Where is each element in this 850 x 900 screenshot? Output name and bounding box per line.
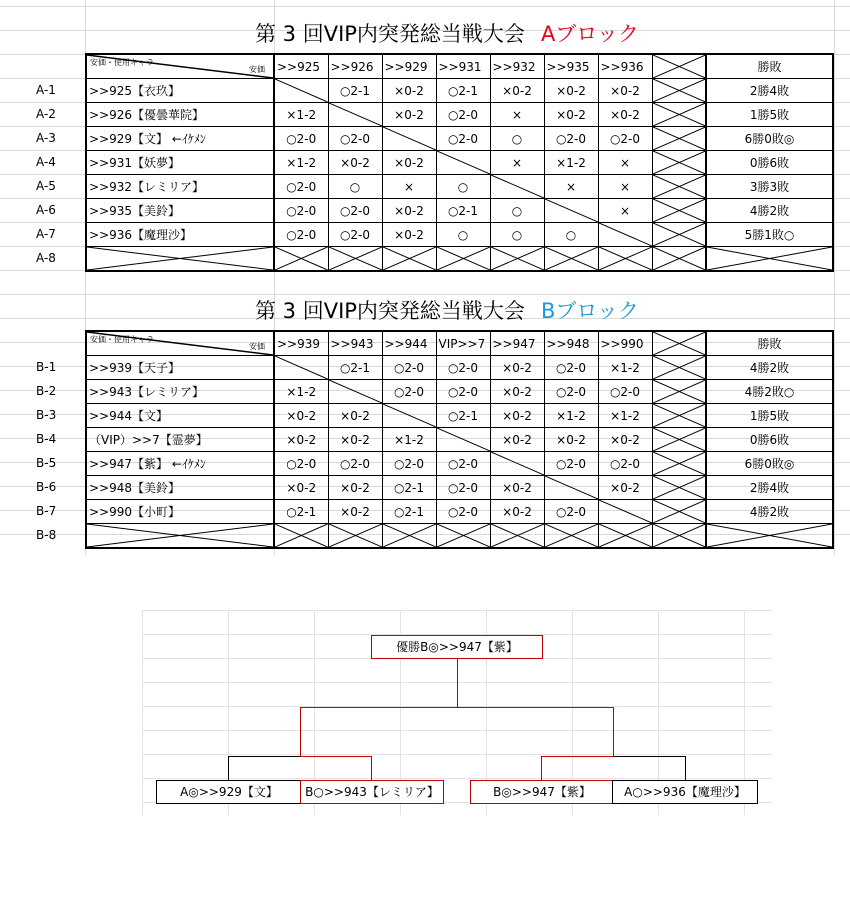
self-match-diagonal <box>599 500 652 523</box>
crossed-cell <box>652 380 706 404</box>
block-b-title <box>255 295 775 325</box>
column-header: >>947 <box>490 331 544 356</box>
table-row <box>86 476 833 500</box>
match-result-cell: ○2-0 <box>328 223 382 247</box>
row-label: B-5 <box>36 456 57 470</box>
tournament-bracket <box>142 610 772 815</box>
table-row <box>86 151 833 175</box>
row-label: A-1 <box>36 83 56 97</box>
cross-mark <box>653 500 706 523</box>
cross-mark <box>653 247 706 270</box>
column-header: >>948 <box>544 331 598 356</box>
self-match-cell <box>328 380 382 404</box>
result-header: 勝敗 <box>706 331 833 356</box>
match-result-cell: ×0-2 <box>274 428 328 452</box>
win-loss-cell: 2勝4敗 <box>706 79 833 103</box>
block-b-title-block: Bブロック <box>540 299 639 323</box>
match-result-cell: ○2-0 <box>436 476 490 500</box>
match-result-cell: ×0-2 <box>382 151 436 175</box>
row-label: B-3 <box>36 408 57 422</box>
self-match-diagonal <box>383 127 436 150</box>
cross-mark <box>653 223 706 246</box>
self-match-diagonal <box>329 103 382 126</box>
semifinal-1-b-box: B○>>943【レミリア】 <box>300 780 444 804</box>
cross-mark <box>653 332 706 355</box>
match-result-cell: ×0-2 <box>544 103 598 127</box>
table-row <box>86 127 833 151</box>
self-match-diagonal <box>545 476 598 499</box>
table-row <box>86 79 833 103</box>
match-result-cell: ×1-2 <box>598 404 652 428</box>
corner-header-cell <box>86 331 274 356</box>
self-match-cell <box>490 452 544 476</box>
player-name-cell: >>925【衣玖】 <box>86 79 274 103</box>
column-header: >>935 <box>544 54 598 79</box>
match-result-cell: ×0-2 <box>598 428 652 452</box>
match-result-cell: ○2-0 <box>328 199 382 223</box>
table-row <box>86 103 833 127</box>
block-b-title-main: 第 3 回VIP内突発総当戦大会 <box>255 299 525 323</box>
win-loss-cell: 5勝1敗○ <box>706 223 833 247</box>
match-result-cell: ×0-2 <box>490 500 544 524</box>
win-loss-cell: 4勝2敗 <box>706 199 833 223</box>
empty-crossed-cell <box>328 524 382 549</box>
empty-crossed-cell <box>436 247 490 272</box>
win-loss-cell: 3勝3敗 <box>706 175 833 199</box>
cross-mark <box>329 524 382 547</box>
empty-crossed-cell <box>274 247 328 272</box>
self-match-diagonal <box>383 404 436 427</box>
corner-header-cell <box>86 54 274 79</box>
match-result-cell: ○2-0 <box>598 380 652 404</box>
crossed-cell <box>652 103 706 127</box>
cross-mark <box>653 356 706 379</box>
match-result-cell: ×1-2 <box>544 151 598 175</box>
column-header: >>929 <box>382 54 436 79</box>
table-row <box>86 175 833 199</box>
result-header: 勝敗 <box>706 54 833 79</box>
cross-mark <box>329 247 382 270</box>
cross-mark <box>87 247 273 270</box>
corner-label-left: 安価・使用キャラ <box>90 335 154 344</box>
row-label: A-3 <box>36 131 56 145</box>
player-name-cell: （VIP）>>7【霊夢】 <box>86 428 274 452</box>
table-row <box>86 380 833 404</box>
crossed-cell <box>652 356 706 380</box>
corner-label-left: 安価・使用キャラ <box>90 58 154 67</box>
semifinal-2-b-box: A○>>936【魔理沙】 <box>612 780 758 804</box>
win-loss-cell <box>706 524 833 549</box>
win-loss-cell: 0勝6敗 <box>706 151 833 175</box>
self-match-cell <box>382 127 436 151</box>
match-result-cell: ○2-1 <box>328 356 382 380</box>
player-name-cell: >>935【美鈴】 <box>86 199 274 223</box>
match-result-cell: ○2-0 <box>328 127 382 151</box>
table-row <box>86 223 833 247</box>
crossed-cell <box>652 247 706 272</box>
win-loss-cell: 4勝2敗 <box>706 356 833 380</box>
column-header: >>931 <box>436 54 490 79</box>
cross-mark <box>653 380 706 403</box>
self-match-diagonal <box>275 79 328 102</box>
column-header: >>944 <box>382 331 436 356</box>
match-result-cell: ×1-2 <box>598 356 652 380</box>
column-header: >>939 <box>274 331 328 356</box>
block-a-table <box>85 53 834 272</box>
match-result-cell: ○ <box>436 223 490 247</box>
match-result-cell: ○2-0 <box>544 500 598 524</box>
cross-mark <box>545 247 598 270</box>
header-row <box>86 331 833 356</box>
match-result-cell: ○2-1 <box>436 79 490 103</box>
row-label: A-5 <box>36 179 56 193</box>
block-a-row-labels <box>36 78 56 270</box>
player-name-cell: >>926【優曇華院】 <box>86 103 274 127</box>
cross-mark <box>491 524 544 547</box>
crossed-cell <box>652 127 706 151</box>
win-loss-cell: 6勝0敗◎ <box>706 452 833 476</box>
crossed-cell <box>652 199 706 223</box>
match-result-cell: ○2-0 <box>544 380 598 404</box>
column-header: >>990 <box>598 331 652 356</box>
match-result-cell: ○2-1 <box>382 500 436 524</box>
match-result-cell: ×0-2 <box>490 380 544 404</box>
empty-crossed-cell <box>490 524 544 549</box>
player-name-cell: >>932【レミリア】 <box>86 175 274 199</box>
column-header: >>936 <box>598 54 652 79</box>
block-a-title <box>255 18 775 48</box>
cross-mark <box>87 524 273 547</box>
match-result-cell: ×0-2 <box>328 151 382 175</box>
match-result-cell: ×0-2 <box>544 79 598 103</box>
self-match-diagonal <box>545 199 598 222</box>
match-result-cell: ○2-0 <box>328 452 382 476</box>
match-result-cell: ×0-2 <box>544 428 598 452</box>
match-result-cell: ○ <box>490 199 544 223</box>
match-result-cell: ○2-0 <box>274 452 328 476</box>
crossed-cell <box>652 524 706 549</box>
table-row <box>86 500 833 524</box>
win-loss-cell <box>706 247 833 272</box>
crossed-cell <box>652 151 706 175</box>
crossed-cell <box>652 500 706 524</box>
empty-crossed-cell <box>598 524 652 549</box>
cross-mark <box>653 103 706 126</box>
table-row <box>86 452 833 476</box>
cross-mark <box>653 524 706 547</box>
crossed-header-cell <box>652 54 706 79</box>
table-row <box>86 524 833 549</box>
match-result-cell: ×0-2 <box>274 476 328 500</box>
cross-mark <box>707 524 832 547</box>
player-name-cell: >>931【妖夢】 <box>86 151 274 175</box>
self-match-cell <box>328 103 382 127</box>
table-row <box>86 247 833 272</box>
crossed-cell <box>652 79 706 103</box>
column-header: >>926 <box>328 54 382 79</box>
player-name-cell: >>936【魔理沙】 <box>86 223 274 247</box>
match-result-cell: ○2-0 <box>598 452 652 476</box>
cross-mark <box>383 524 436 547</box>
match-result-cell: ○2-0 <box>436 356 490 380</box>
self-match-cell <box>598 223 652 247</box>
match-result-cell: ○ <box>328 175 382 199</box>
match-result-cell: ○2-0 <box>436 380 490 404</box>
cross-mark <box>653 151 706 174</box>
match-result-cell: ○2-1 <box>274 500 328 524</box>
table-row <box>86 404 833 428</box>
row-label: A-7 <box>36 227 56 241</box>
cross-mark <box>653 476 706 499</box>
match-result-cell: ○2-0 <box>544 356 598 380</box>
cross-mark <box>653 404 706 427</box>
match-result-cell: ○ <box>490 127 544 151</box>
match-result-cell: ×1-2 <box>544 404 598 428</box>
cross-mark <box>653 175 706 198</box>
player-name-cell: >>943【レミリア】 <box>86 380 274 404</box>
corner-label-right: 安価 <box>249 342 265 351</box>
match-result-cell: ○2-0 <box>274 199 328 223</box>
match-result-cell: ×0-2 <box>274 404 328 428</box>
match-result-cell: ○2-0 <box>382 356 436 380</box>
player-name-cell: >>939【天子】 <box>86 356 274 380</box>
player-name-cell: >>948【美鈴】 <box>86 476 274 500</box>
cross-mark <box>653 428 706 451</box>
player-name-cell <box>86 247 274 272</box>
row-label: B-8 <box>36 528 57 542</box>
cross-mark <box>275 247 328 270</box>
player-name-cell: >>947【紫】 ←ｲｹﾒﾝ <box>86 452 274 476</box>
self-match-diagonal <box>491 175 544 198</box>
empty-crossed-cell <box>328 247 382 272</box>
empty-crossed-cell <box>436 524 490 549</box>
row-label: A-2 <box>36 107 56 121</box>
empty-crossed-cell <box>382 247 436 272</box>
win-loss-cell: 0勝6敗 <box>706 428 833 452</box>
match-result-cell: ○2-0 <box>598 127 652 151</box>
cross-mark <box>653 199 706 222</box>
match-result-cell: ○2-0 <box>382 452 436 476</box>
match-result-cell: ×0-2 <box>328 500 382 524</box>
empty-crossed-cell <box>544 247 598 272</box>
row-label: B-1 <box>36 360 57 374</box>
match-result-cell: ×0-2 <box>382 79 436 103</box>
match-result-cell: ×0-2 <box>328 428 382 452</box>
cross-mark <box>653 55 706 78</box>
player-name-cell <box>86 524 274 549</box>
cross-mark <box>437 247 490 270</box>
self-match-cell <box>436 428 490 452</box>
self-match-diagonal <box>491 452 544 475</box>
crossed-cell <box>652 223 706 247</box>
semifinal-1-a-box: A◎>>929【文】 <box>156 780 302 804</box>
match-result-cell: × <box>598 175 652 199</box>
match-result-cell: ○2-0 <box>274 223 328 247</box>
match-result-cell: ×0-2 <box>490 476 544 500</box>
match-result-cell: ×0-2 <box>382 199 436 223</box>
column-header: >>925 <box>274 54 328 79</box>
header-row <box>86 54 833 79</box>
match-result-cell: ×1-2 <box>274 103 328 127</box>
cross-mark <box>707 247 832 270</box>
match-result-cell: ○2-1 <box>382 476 436 500</box>
match-result-cell: ×1-2 <box>274 380 328 404</box>
match-result-cell: × <box>544 175 598 199</box>
win-loss-cell: 6勝0敗◎ <box>706 127 833 151</box>
cross-mark <box>653 452 706 475</box>
cross-mark <box>599 524 652 547</box>
player-name-cell: >>944【文】 <box>86 404 274 428</box>
self-match-cell <box>544 199 598 223</box>
column-header: VIP>>7 <box>436 331 490 356</box>
match-result-cell: ×0-2 <box>328 404 382 428</box>
row-label: B-2 <box>36 384 57 398</box>
self-match-diagonal <box>275 356 328 379</box>
match-result-cell: ○2-0 <box>544 452 598 476</box>
match-result-cell: ○2-1 <box>328 79 382 103</box>
row-label: A-8 <box>36 251 56 265</box>
match-result-cell: ○2-0 <box>436 127 490 151</box>
self-match-cell <box>490 175 544 199</box>
win-loss-cell: 4勝2敗○ <box>706 380 833 404</box>
win-loss-cell: 1勝5敗 <box>706 404 833 428</box>
row-label: A-4 <box>36 155 56 169</box>
match-result-cell: ○2-0 <box>436 452 490 476</box>
match-result-cell: ○ <box>490 223 544 247</box>
empty-crossed-cell <box>490 247 544 272</box>
match-result-cell: ×1-2 <box>274 151 328 175</box>
champion-box: 優勝B◎>>947【紫】 <box>371 635 543 659</box>
cross-mark <box>491 247 544 270</box>
self-match-diagonal <box>437 151 490 174</box>
crossed-cell <box>652 428 706 452</box>
player-name-cell: >>990【小町】 <box>86 500 274 524</box>
crossed-header-cell <box>652 331 706 356</box>
match-result-cell: ○ <box>544 223 598 247</box>
win-loss-cell: 1勝5敗 <box>706 103 833 127</box>
row-label: B-6 <box>36 480 57 494</box>
match-result-cell: ×0-2 <box>490 428 544 452</box>
match-result-cell: ×0-2 <box>598 103 652 127</box>
crossed-cell <box>652 175 706 199</box>
player-name-cell: >>929【文】 ←ｲｹﾒﾝ <box>86 127 274 151</box>
match-result-cell: × <box>598 151 652 175</box>
empty-crossed-cell <box>598 247 652 272</box>
self-match-diagonal <box>599 223 652 246</box>
cross-mark <box>653 127 706 150</box>
match-result-cell: ×1-2 <box>382 428 436 452</box>
self-match-cell <box>544 476 598 500</box>
match-result-cell: ○2-1 <box>436 404 490 428</box>
match-result-cell: × <box>598 199 652 223</box>
match-result-cell: ○2-0 <box>382 380 436 404</box>
match-result-cell: ○ <box>436 175 490 199</box>
cross-mark <box>545 524 598 547</box>
row-label: A-6 <box>36 203 56 217</box>
column-header: >>943 <box>328 331 382 356</box>
crossed-cell <box>652 476 706 500</box>
match-result-cell: ×0-2 <box>382 103 436 127</box>
match-result-cell: ○2-1 <box>436 199 490 223</box>
match-result-cell: ○2-0 <box>274 127 328 151</box>
self-match-cell <box>436 151 490 175</box>
block-b-row-labels <box>36 355 56 547</box>
cross-mark <box>437 524 490 547</box>
row-label: B-4 <box>36 432 57 446</box>
table-row <box>86 356 833 380</box>
block-b-table <box>85 330 834 549</box>
match-result-cell: × <box>490 103 544 127</box>
crossed-cell <box>652 452 706 476</box>
match-result-cell: ×0-2 <box>598 79 652 103</box>
table-row <box>86 199 833 223</box>
column-header: >>932 <box>490 54 544 79</box>
self-match-cell <box>382 404 436 428</box>
empty-crossed-cell <box>274 524 328 549</box>
empty-crossed-cell <box>382 524 436 549</box>
match-result-cell: ○2-0 <box>544 127 598 151</box>
match-result-cell: ○2-0 <box>274 175 328 199</box>
self-match-diagonal <box>437 428 490 451</box>
match-result-cell: ○2-0 <box>436 103 490 127</box>
match-result-cell: ×0-2 <box>490 356 544 380</box>
empty-crossed-cell <box>544 524 598 549</box>
block-a-title-block: Aブロック <box>540 22 639 46</box>
corner-label-right: 安価 <box>249 65 265 74</box>
cross-mark <box>275 524 328 547</box>
row-label: B-7 <box>36 504 57 518</box>
self-match-cell <box>274 356 328 380</box>
match-result-cell: × <box>490 151 544 175</box>
match-result-cell: ○2-0 <box>436 500 490 524</box>
match-result-cell: ×0-2 <box>490 79 544 103</box>
self-match-diagonal <box>329 380 382 403</box>
cross-mark <box>383 247 436 270</box>
self-match-cell <box>598 500 652 524</box>
table-row <box>86 428 833 452</box>
semifinal-2-a-box: B◎>>947【紫】 <box>470 780 614 804</box>
match-result-cell: ×0-2 <box>382 223 436 247</box>
block-a-title-main: 第 3 回VIP内突発総当戦大会 <box>255 22 525 46</box>
match-result-cell: ×0-2 <box>328 476 382 500</box>
cross-mark <box>653 79 706 102</box>
win-loss-cell: 4勝2敗 <box>706 500 833 524</box>
crossed-cell <box>652 404 706 428</box>
match-result-cell: ×0-2 <box>598 476 652 500</box>
win-loss-cell: 2勝4敗 <box>706 476 833 500</box>
match-result-cell: ×0-2 <box>490 404 544 428</box>
cross-mark <box>599 247 652 270</box>
match-result-cell: × <box>382 175 436 199</box>
self-match-cell <box>274 79 328 103</box>
